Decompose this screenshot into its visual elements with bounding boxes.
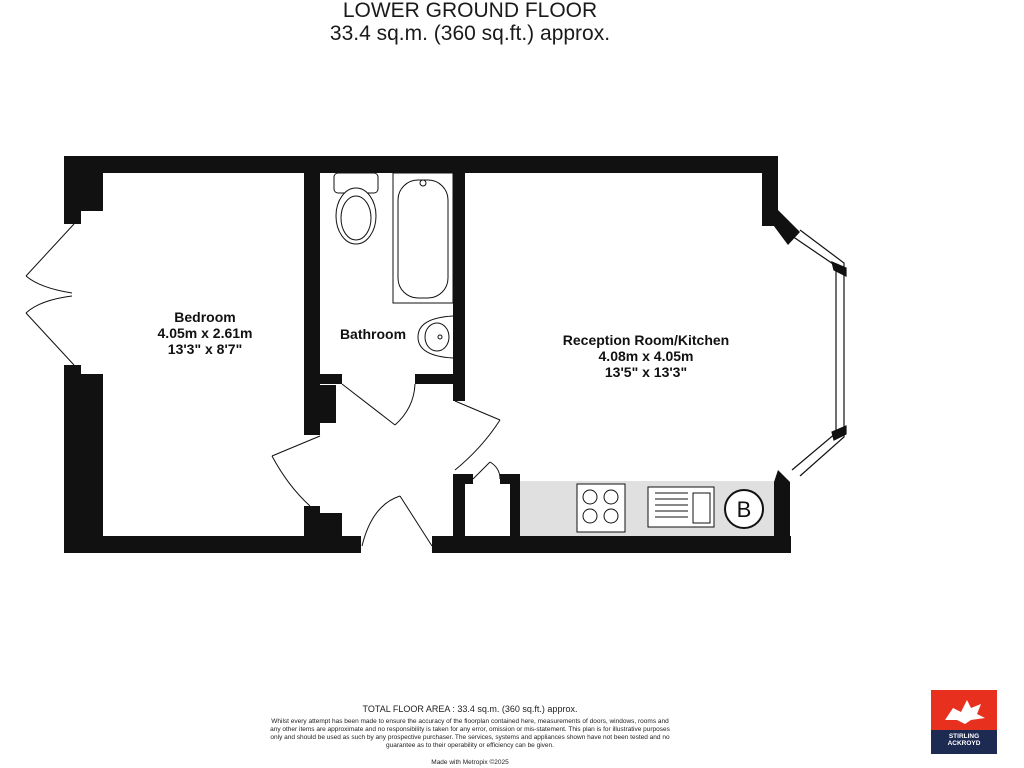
reception-imperial: 13'5" x 13'3" (604, 364, 688, 380)
reception-name: Reception Room/Kitchen (562, 332, 730, 348)
logo-top (931, 690, 997, 730)
bedroom-imperial: 13'3" x 8'7" (167, 341, 243, 357)
floor-title: LOWER GROUND FLOOR (342, 0, 598, 22)
floor-area: 33.4 sq.m. (360 sq.ft.) approx. (329, 22, 611, 45)
logo-line1: STIRLING (948, 733, 980, 740)
logo-bottom (931, 730, 997, 754)
bedroom-metric: 4.05m x 2.61m (157, 325, 253, 341)
sink (648, 487, 714, 527)
french-doors (26, 224, 74, 365)
stirling-ackroyd-logo (931, 690, 997, 754)
reception-metric: 4.08m x 4.05m (598, 348, 694, 364)
boiler-label: B (736, 497, 752, 522)
disclaimer: Whilst every attempt has been made to ensure the accuracy of the floorplan contained here, measurements of doors, windows, rooms and any other items are approximate and no responsibility is taken for any error, omission or mis-statement. This plan is for illustrative purposes only and should be used as such by any prospective purchaser. The services, systems and appliances shown have not been tested and no guarantee as to their operability or efficiency can be given. (270, 718, 670, 749)
bedroom-name: Bedroom (174, 309, 236, 325)
basin (418, 316, 453, 358)
hob (577, 484, 625, 532)
bathroom-name: Bathroom (339, 326, 407, 342)
griffin-icon (931, 690, 997, 730)
toilet (334, 173, 378, 244)
logo-line2: ACKROYD (947, 740, 981, 747)
bay-window (792, 230, 846, 476)
made-with: Made with Metropix ©2025 (431, 759, 509, 766)
total-floor-area: TOTAL FLOOR AREA : 33.4 sq.m. (360 sq.ft.) approx. (362, 704, 578, 714)
bath (393, 173, 453, 303)
